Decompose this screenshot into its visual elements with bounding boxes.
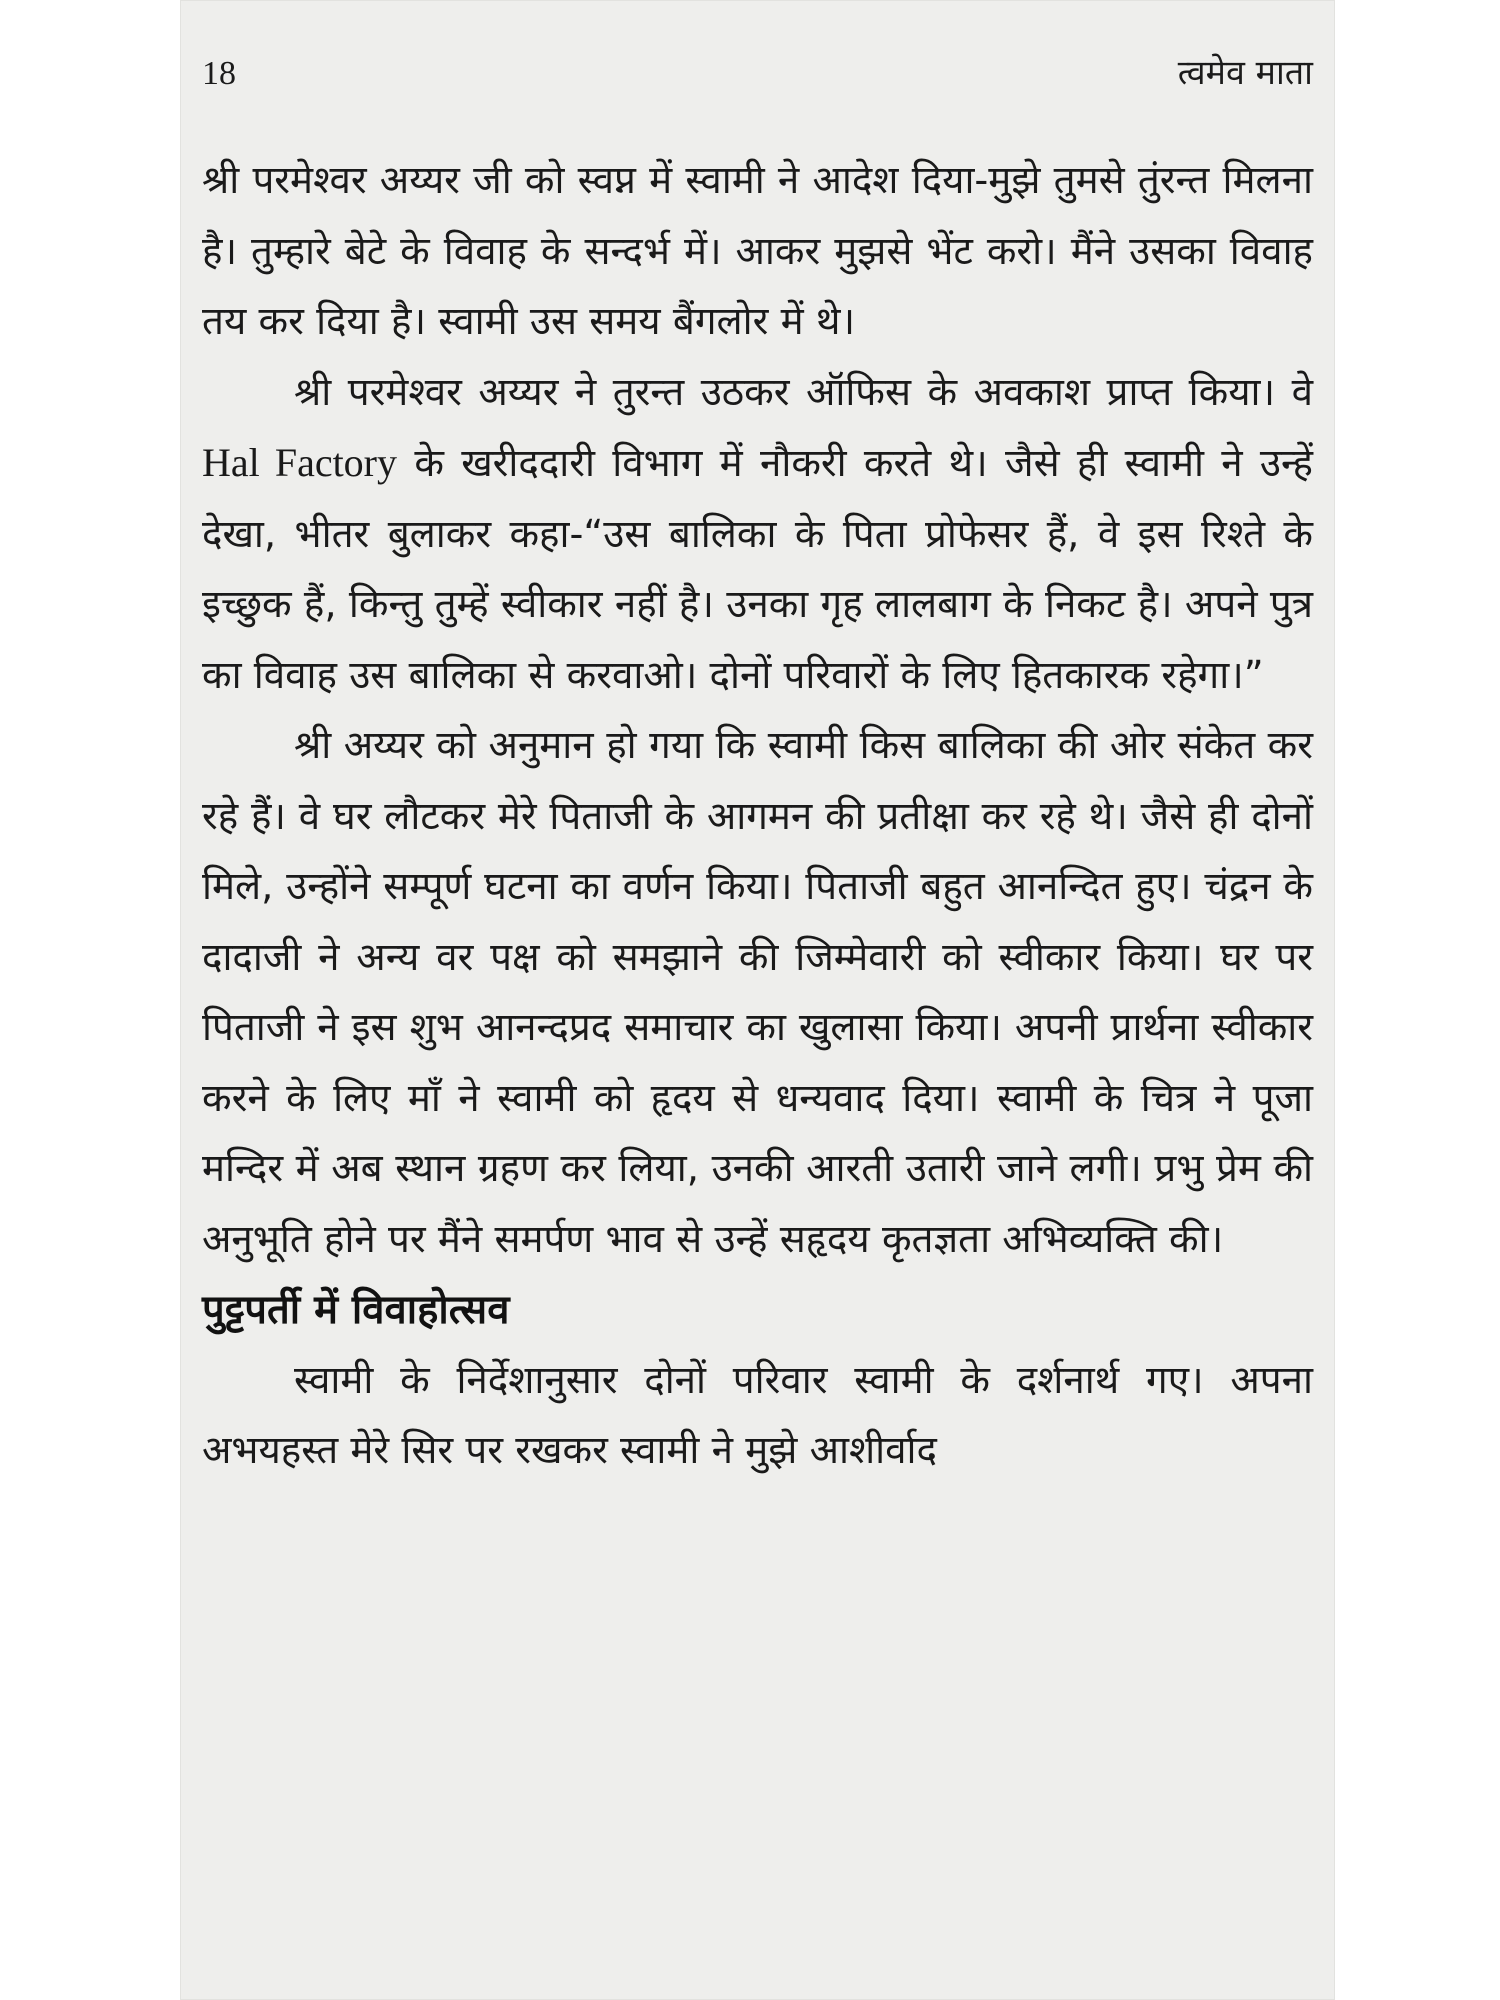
running-title: त्वमेव माता	[1177, 53, 1313, 93]
page-header	[202, 48, 1313, 108]
paragraph-2-end: के खरीददारी विभाग में नौकरी करते थे। जैसे ही स्वामी ने उन्हें देखा, भीतर बुलाकर कहा-“उस बालिका के पिता प्रोफेसर हैं, वे इस रिश्ते के इच्छुक हैं, किन्तु तुम्हें स्वीकार नहीं है। उनका गृह लालबाग के निकट है। अपने पुत्र का विवाह उस बालिका से करवाओ। दोनों परिवारों के लिए हितकारक रहेगा।”	[202, 441, 1313, 698]
paragraph-3: श्री अय्यर को अनुमान हो गया कि स्वामी किस बालिका की ओर संकेत कर रहे हैं। वे घर लौटकर मेरे पिताजी के आगमन की प्रतीक्षा कर रहे थे। जैसे ही दोनों मिले, उन्होंने सम्पूर्ण घटना का वर्णन किया। पिताजी बहुत आनन्दित हुए। चंद्रन के दादाजी ने अन्य वर पक्ष को समझाने की जिम्मेवारी को स्वीकार किया। घर पर पिताजी ने इस शुभ आनन्दप्रद समाचार का खुलासा किया। अपनी प्रार्थना स्वीकार करने के लिए माँ ने स्वामी को हृदय से धन्यवाद दिया। स्वामी के चित्र ने पूजा मन्दिर में अब स्थान ग्रहण कर लिया, उनकी आरती उतारी जाने लगी। प्रभु प्रेम की अनुभूति होने पर मैंने समर्पण भाव से उन्हें सहृदय कृतज्ञता अभिव्यक्ति की।	[202, 723, 1313, 1262]
paragraph-2	[202, 358, 1313, 712]
book-page	[180, 0, 1335, 2000]
page-number: 18	[202, 55, 236, 92]
section-heading: पुट्टपर्ती में विवाहोत्सव	[202, 1287, 510, 1333]
paragraph-4: स्वामी के निर्देशानुसार दोनों परिवार स्वामी के दर्शनार्थ गए। अपना अभयहस्त मेरे सिर पर रखकर स्वामी ने मुझे आशीर्वाद	[202, 1357, 1313, 1473]
company-name: Hal Factory	[202, 440, 398, 485]
page-body	[202, 146, 1313, 1487]
paragraph-1: श्री परमेश्वर अय्यर जी को स्वप्न में स्वामी ने आदेश दिया-मुझे तुमसे तुंरन्त मिलना है। तुम्हारे बेटे के विवाह के सन्दर्भ में। आकर मुझसे भेंट करो। मैंने उसका विवाह तय कर दिया है। स्वामी उस समय बैंगलोर में थे।	[202, 158, 1313, 344]
paragraph-2-start: श्री परमेश्वर अय्यर ने तुरन्त उठकर ऑफिस के अवकाश प्राप्त किया। वे	[294, 369, 1313, 415]
